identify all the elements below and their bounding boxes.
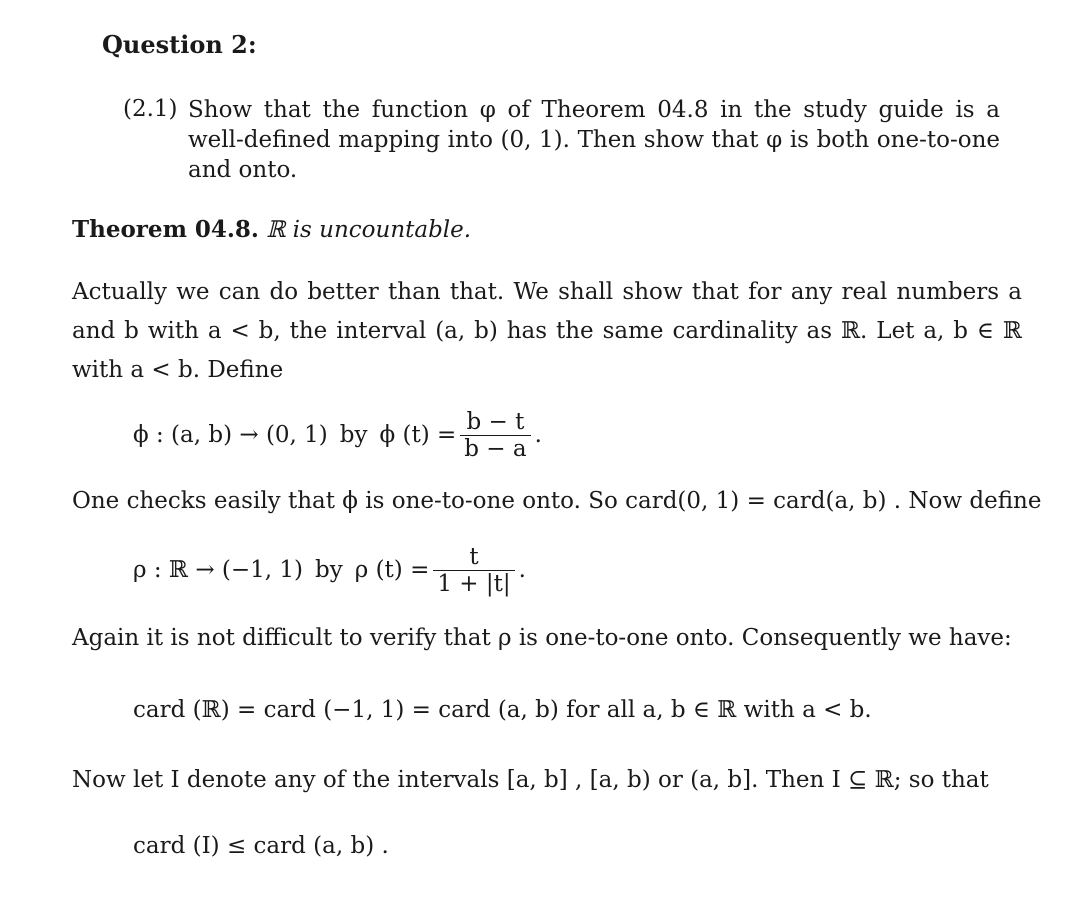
question-heading: Question 2: bbox=[102, 30, 257, 59]
paragraph-intro: Actually we can do better than that. We shall show that for any real numbers a and b with a < b, the interval (a, b) has the same cardinality as ℝ. Let a, b ∈ ℝ with a < b. Define bbox=[72, 279, 1022, 383]
fraction-denominator: b − a bbox=[464, 435, 527, 462]
equation-rho-by: by bbox=[315, 557, 343, 583]
theorem-statement bbox=[72, 216, 471, 243]
equation-phi bbox=[133, 405, 542, 465]
text-line-one-checks: One checks easily that ϕ is one-to-one onto. So card(0, 1) = card(a, b) . Now define bbox=[72, 488, 1042, 514]
equation-phi-by: by bbox=[339, 422, 368, 448]
equation-card-inequality: card (I) ≤ card (a, b) . bbox=[133, 833, 389, 859]
text-line-again: Again it is not difficult to verify that ρ is one-to-one onto. Consequently we have: bbox=[72, 625, 1012, 651]
fraction-denominator: 1 + |t| bbox=[437, 570, 511, 597]
equation-rho-end: . bbox=[518, 557, 526, 583]
fraction-numerator: b − t bbox=[460, 409, 530, 436]
theorem-label: Theorem 04.8. bbox=[72, 216, 259, 243]
equation-rho bbox=[133, 540, 526, 600]
equation-card-equality: card (ℝ) = card (−1, 1) = card (a, b) for all a, b ∈ ℝ with a < b. bbox=[133, 697, 872, 723]
equation-phi-fraction bbox=[460, 409, 530, 462]
equation-rho-lhs: ρ : ℝ → (−1, 1) bbox=[133, 557, 304, 583]
question-item-number: (2.1) bbox=[123, 96, 178, 122]
equation-phi-end: . bbox=[534, 422, 542, 448]
equation-rho-func: ρ (t) = bbox=[354, 557, 430, 583]
text-line-now-let: Now let I denote any of the intervals [a, b] , [a, b) or (a, b]. Then I ⊆ ℝ; so that bbox=[72, 767, 989, 793]
equation-rho-fraction bbox=[433, 544, 514, 597]
equation-phi-lhs: ϕ : (a, b) → (0, 1) bbox=[133, 422, 328, 448]
fraction-numerator: t bbox=[433, 544, 514, 571]
theorem-body: ℝ is uncountable. bbox=[266, 217, 472, 243]
question-item-text: Show that the function φ of Theorem 04.8 in the study guide is a well-defined mapping into (0, 1). Then show that φ is both one-to-one and onto. bbox=[188, 97, 1000, 183]
equation-phi-func: ϕ (t) = bbox=[379, 422, 457, 448]
